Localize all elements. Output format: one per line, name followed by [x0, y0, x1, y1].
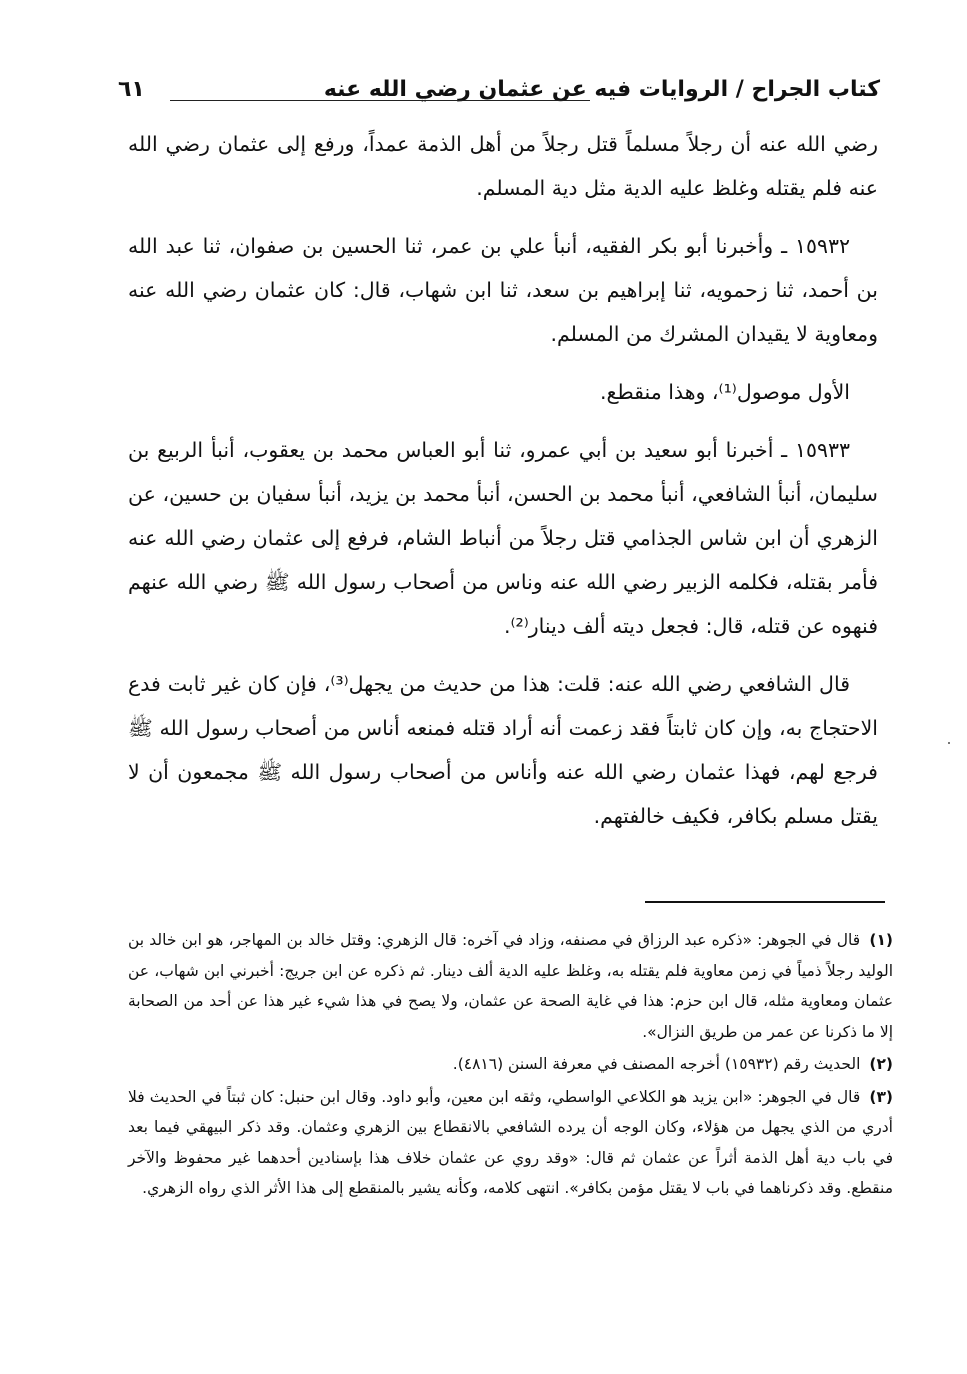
footnote-number: (٢): [869, 1055, 893, 1073]
footnote-3: [128, 1082, 893, 1204]
footnotes: [128, 925, 893, 1206]
page-number: ٦١: [118, 77, 145, 102]
paragraph-hadith-15933: ١٥٩٣٣ ـ أخبرنا أبو سعيد بن أبي عمرو، ثنا أبو العباس محمد بن يعقوب، أنبأ الربيع بن سليمان، أنبأ الشافعي، أنبأ محمد بن الحسن، أنبأ محمد بن يزيد، أنبأ سفيان بن حسين، عن الزهري أن ابن شاس الجذامي قتل رجلاً من أنباط الشام، فرفع إلى عثمان رضي الله عنه فأمر بقتله، فكلمه الزبير رضي الله عنه وناس من أصحاب رسول الله ﷺ رضي الله عنهم فنهوه عن قتله، قال: فجعل ديته ألف دينار⁽²⁾.: [128, 438, 878, 638]
footnote-text: قال في الجوهر: «ذكره عبد الرزاق في مصنفه، وزاد في آخره: قال الزهري: وقتل خالد بن المهاجر، هو ابن خالد بن الوليد رجلاً ذمياً في زمن معاوية فلم يقتله به، وغلظ عليه الدية ألف دينار. ثم ذكره عن ابن جريج: أخبرني ابن شهاب، عن عثمان ومعاوية مثله، قال ابن حزم: هذا في غاية الصحة عن عثمان، ولا يصح في هذا شيء غير هذا عن أحد من الصحابة إلا ما ذكرنا عن عمر من طريق النزال».: [128, 931, 893, 1041]
header-title: كتاب الجراح / الروايات فيه عن عثمان رضي الله عنه: [323, 77, 880, 102]
footnote-divider: [645, 901, 885, 903]
header-rule: [170, 100, 590, 101]
paragraph-continuation: رضي الله عنه أن رجلاً مسلماً قتل رجلاً من أهل الذمة عمداً، ورفع إلى عثمان رضي الله عنه فلم يقتله وغلظ عليه الدية مثل دية المسلم.: [128, 132, 878, 200]
footnote-text: قال في الجوهر: «ابن يزيد هو الكلاعي الواسطي، وثقه ابن معين، وأبو داود. وقال ابن حنبل: كان ثبتاً في الحديث فلا أدري من الذي يجهل من هؤلاء، وكان الوجه أن يرده الشافعي بالانقطاع بين الزهري وعثمان. وقد ذكر البيهقي فيما بعد في باب دية أهل الذمة أثراً عن عثمان ثم قال: «وقد روي عن عثمان خلاف هذا بإسنادين أحدهما غير محفوظ والآخر منقطع. وقد ذكرناهما في باب لا يقتل مؤمن بكافر». انتهى كلامه، وكأنه يشير بالمنقطع إلى هذا الأثر الذي رواه الزهري.: [128, 1087, 893, 1197]
footnote-number: (١): [869, 931, 893, 949]
main-text: [128, 122, 878, 852]
scan-speck: [948, 742, 950, 744]
footnote-number: (٣): [869, 1087, 893, 1106]
paragraph-note: الأول موصول⁽¹⁾، وهذا منقطع.: [599, 380, 850, 404]
footnote-2: [128, 1049, 893, 1080]
running-header: [118, 70, 880, 120]
footnote-1: [128, 925, 893, 1047]
footnote-text: الحديث رقم (١٥٩٣٢) أخرجه المصنف في معرفة السنن (٤٨١٦).: [452, 1055, 861, 1073]
paragraph-shafii: قال الشافعي رضي الله عنه: قلت: هذا من حديث من يجهل⁽³⁾، فإن كان غير ثابت فدع الاحتجاج به، وإن كان ثابتاً فقد زعمت أنه أراد قتله فمنعه أناس من أصحاب رسول الله ﷺ فرجع لهم، فهذا عثمان رضي الله عنه وأناس من أصحاب رسول الله ﷺ مجمعون أن لا يقتل مسلم بكافر، فكيف خالفتهم.: [128, 672, 878, 828]
paragraph-hadith-15932: ١٥٩٣٢ ـ وأخبرنا أبو بكر الفقيه، أنبأ علي بن عمر، ثنا الحسين بن صفوان، ثنا عبد الله بن أحمد، ثنا زحمويه، ثنا إبراهيم بن سعد، ثنا ابن شهاب، قال: كان عثمان رضي الله عنه ومعاوية لا يقيدان المشرك من المسلم.: [128, 234, 878, 346]
